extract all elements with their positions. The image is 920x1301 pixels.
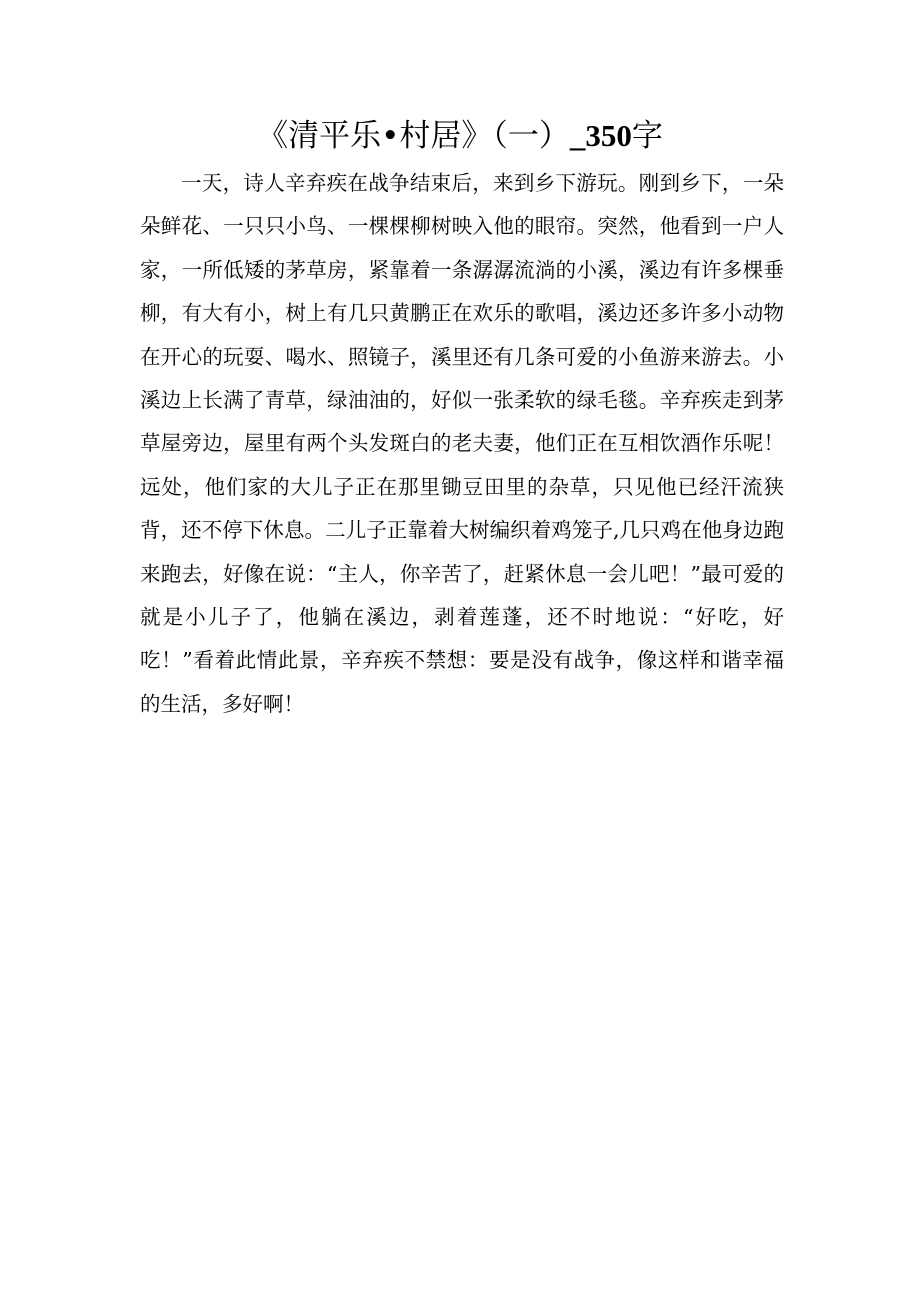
essay-paragraph: 一天，诗人辛弃疾在战争结束后，来到乡下游玩。刚到乡下，一朵朵鲜花、一只只小鸟、一棵棵柳树映入他的眼帘。突然，他看到一户人家，一所低矮的茅草房，紧靠着一条潺潺流淌的小溪，溪边有许多棵垂柳，有大有小，树上有几只黄鹏正在欢乐的歌唱，溪边还多许多小动物在开心的玩耍、喝水、照镜子，溪里还有几条可爱的小鱼游来游去。小溪边上长满了青草，绿油油的，好似一张柔软的绿毛毯。辛弃疾走到茅草屋旁边，屋里有两个头发斑白的老夫妻，他们正在互相饮酒作乐呢！远处，他们家的大儿子正在那里锄豆田里的杂草，只见他已经汗流狭背，还不停下休息。二儿子正靠着大树编织着鸡笼子,几只鸡在他身边跑来跑去，好像在说：“主人，你辛苦了，赶紧休息一会儿吧！”最可爱的就是小儿子了，他躺在溪边，剥着莲蓬，还不时地说：“好吃，好吃！”看着此情此景，辛弃疾不禁想：要是没有战争，像这样和谐幸福的生活，多好啊！ — [140, 171, 784, 716]
title-main: 《清平乐•村居》（一） — [257, 118, 570, 154]
document-title — [0, 112, 920, 160]
title-suffix: _350 — [569, 118, 632, 153]
title-unit: 字 — [631, 118, 663, 154]
